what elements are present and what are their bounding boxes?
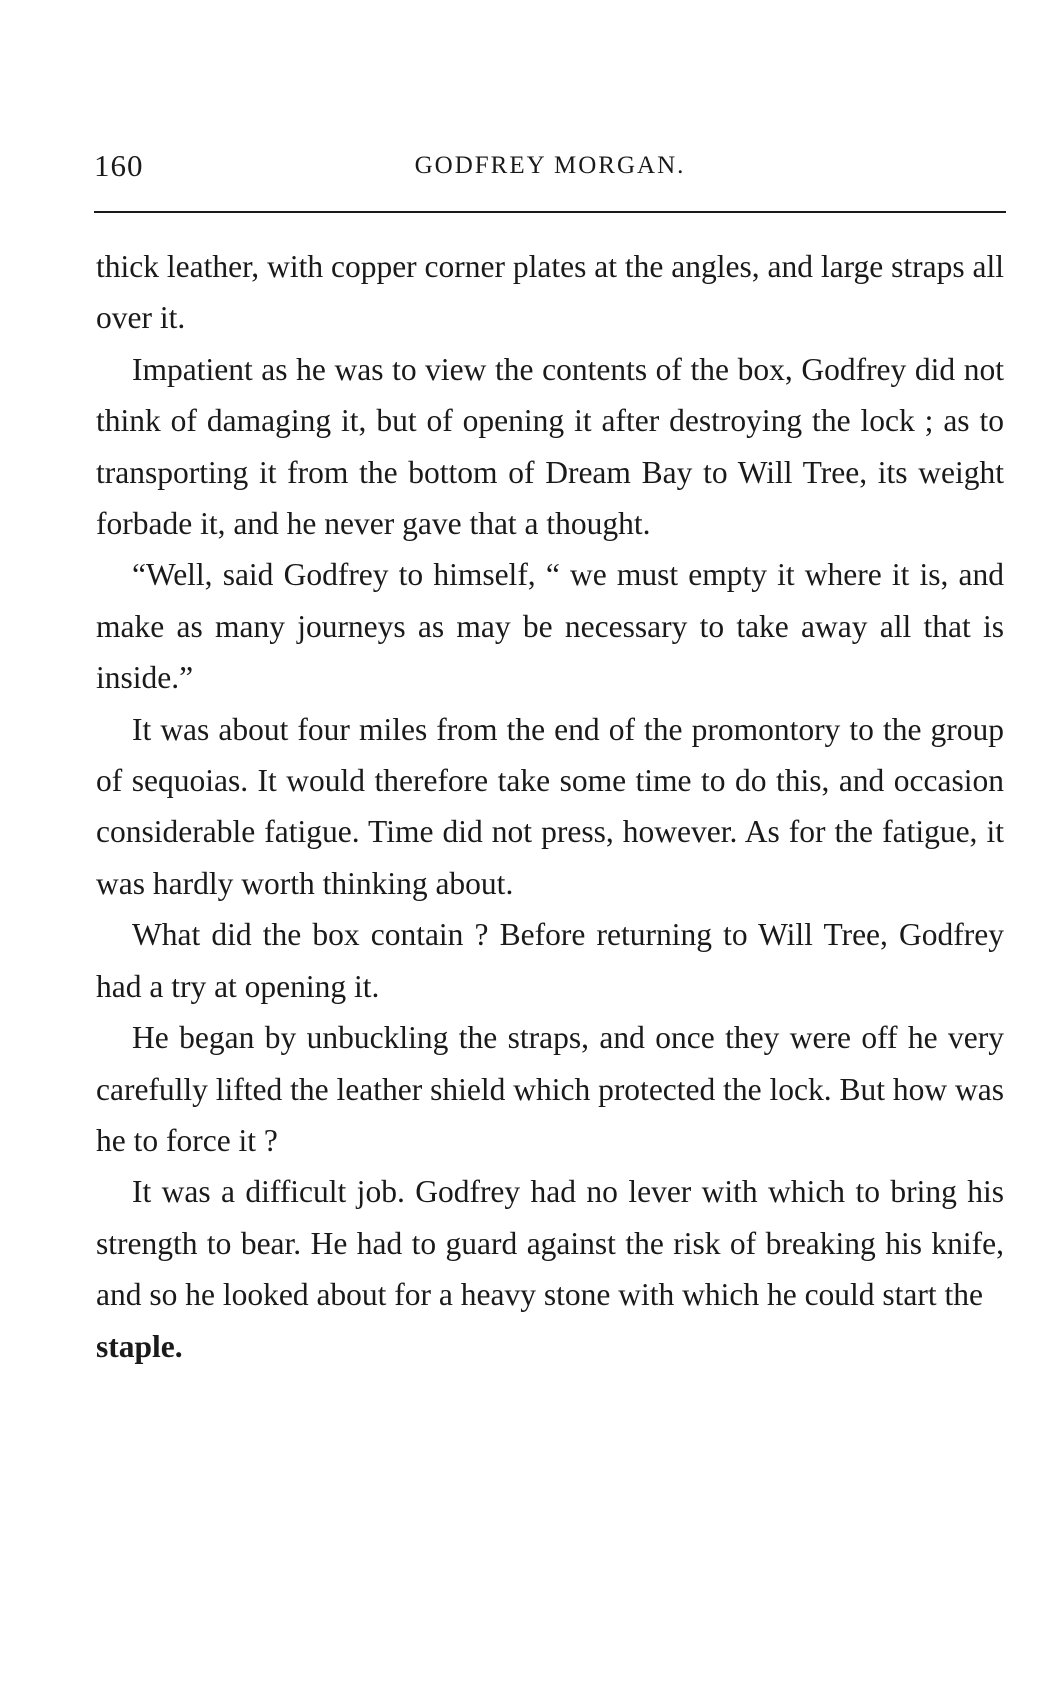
paragraph: “Well, said Godfrey to himself, “ we must empty it where it is, and make as many journeys as may be necessary to take away all that is inside.” <box>96 557 1004 696</box>
paragraph-continuation: staple. <box>96 1328 183 1364</box>
paragraph: What did the box contain ? Before returning to Will Tree, Godfrey had a try at opening it. <box>96 917 1004 1004</box>
running-title: GODFREY MORGAN. <box>414 152 686 179</box>
body-text <box>96 241 1004 1372</box>
paragraph: He began by unbuckling the straps, and once they were off he very carefully lifted the leather shield which protected the lock. But how was he to force it ? <box>96 1020 1004 1158</box>
page-number: 160 <box>94 148 144 183</box>
paragraph: Impatient as he was to view the contents of the box, Godfrey did not think of damaging it, but of opening it after destroying the lock ; as to transporting it from the bottom of Dream Bay to Will Tree, its weight forbade it, and he never gave that a thought. <box>96 351 1004 542</box>
page-header <box>94 146 1006 186</box>
header-rule <box>94 211 1006 213</box>
paragraph: It was a difficult job. Godfrey had no lever with which to bring his strength to bear. He had to guard against the risk of breaking his knife, and so he looked about for a heavy stone with which he could start the <box>96 1174 1004 1313</box>
paragraph: It was about four miles from the end of the promontory to the group of sequoias. It would therefore take some time to do this, and occasion considerable fatigue. Time did not press, however. As for the fatigue, it was hardly worth thinking about. <box>96 711 1004 901</box>
paragraph: thick leather, with copper corner plates at the angles, and large straps all over it. <box>96 249 1004 336</box>
